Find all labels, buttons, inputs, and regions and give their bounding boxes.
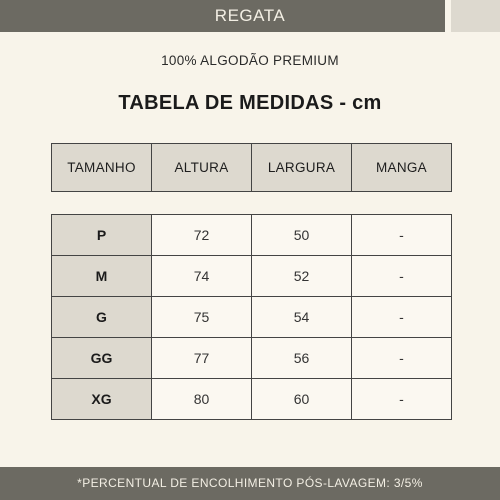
- header-row: [52, 144, 452, 192]
- manga-cell: -: [352, 256, 452, 297]
- manga-cell: -: [352, 215, 452, 256]
- shrinkage-footnote: *PERCENTUAL DE ENCOLHIMENTO PÓS-LAVAGEM: 3/5%: [77, 476, 423, 490]
- altura-cell: 74: [152, 256, 252, 297]
- size-label-cell: P: [52, 215, 152, 256]
- column-header-manga: MANGA: [352, 144, 452, 192]
- largura-cell: 50: [252, 215, 352, 256]
- largura-cell: 54: [252, 297, 352, 338]
- size-label-cell: M: [52, 256, 152, 297]
- manga-cell: -: [352, 297, 452, 338]
- altura-cell: 75: [152, 297, 252, 338]
- table-row: [52, 256, 452, 297]
- product-title: REGATA: [214, 6, 286, 25]
- size-label-cell: GG: [52, 338, 152, 379]
- altura-cell: 77: [152, 338, 252, 379]
- manga-cell: -: [352, 338, 452, 379]
- size-table-body: [51, 214, 452, 420]
- manga-cell: -: [352, 379, 452, 420]
- size-chart-heading: TABELA DE MEDIDAS - cm: [118, 92, 382, 114]
- size-label-cell: G: [52, 297, 152, 338]
- largura-cell: 56: [252, 338, 352, 379]
- table-row: [52, 338, 452, 379]
- column-header-tamanho: TAMANHO: [52, 144, 152, 192]
- table-row: [52, 297, 452, 338]
- column-header-largura: LARGURA: [252, 144, 352, 192]
- material-subtitle: 100% ALGODÃO PREMIUM: [161, 53, 339, 68]
- table-row: [52, 215, 452, 256]
- altura-cell: 80: [152, 379, 252, 420]
- largura-cell: 52: [252, 256, 352, 297]
- size-table-header: [51, 143, 452, 192]
- table-row: [52, 379, 452, 420]
- altura-cell: 72: [152, 215, 252, 256]
- size-label-cell: XG: [52, 379, 152, 420]
- column-header-altura: ALTURA: [152, 144, 252, 192]
- largura-cell: 60: [252, 379, 352, 420]
